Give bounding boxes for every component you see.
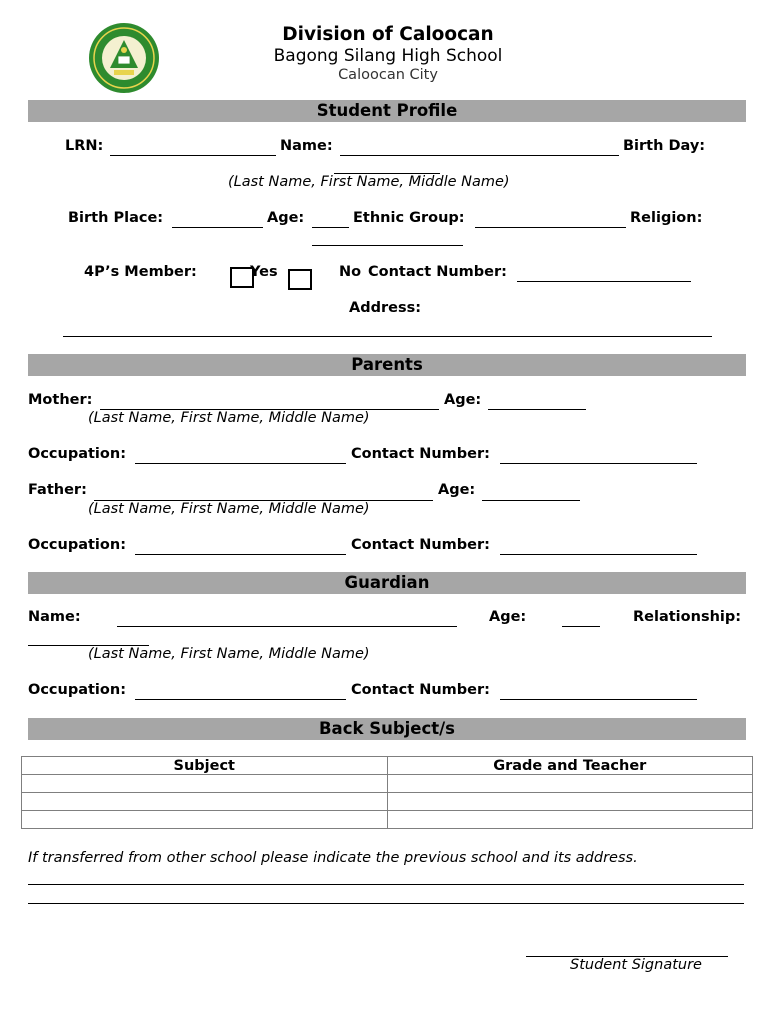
fourps-no-checkbox[interactable] xyxy=(288,269,312,290)
previous-school-address-field[interactable] xyxy=(28,903,744,904)
guardian-contact-field[interactable] xyxy=(500,699,697,700)
contact-field[interactable] xyxy=(517,281,691,282)
mother-contact-label: Contact Number: xyxy=(351,446,490,462)
name-label: Name: xyxy=(280,138,333,154)
guardian-contact-label: Contact Number: xyxy=(351,682,490,698)
father-label: Father: xyxy=(28,482,87,498)
religion-label: Religion: xyxy=(630,210,703,226)
section-student-profile: Student Profile xyxy=(28,100,746,122)
table-row xyxy=(22,811,753,829)
division-title: Division of Caloocan xyxy=(282,24,494,45)
mother-age-field[interactable] xyxy=(488,409,586,410)
mother-age-label: Age: xyxy=(444,392,482,408)
ethnic-field[interactable] xyxy=(475,227,626,228)
table-row xyxy=(22,775,753,793)
guardian-name-label: Name: xyxy=(28,609,81,625)
previous-school-field[interactable] xyxy=(28,884,744,885)
mother-contact-field[interactable] xyxy=(500,463,697,464)
signature-label: Student Signature xyxy=(570,957,702,973)
yes-label: Yes xyxy=(250,264,278,280)
birthplace-label: Birth Place: xyxy=(68,210,164,226)
address-label: Address: xyxy=(349,300,422,316)
age-field[interactable] xyxy=(312,227,349,228)
religion-field[interactable] xyxy=(312,245,463,246)
subject-cell[interactable] xyxy=(22,793,388,811)
guardian-relationship-label: Relationship: xyxy=(633,609,742,625)
ethnic-label: Ethnic Group: xyxy=(353,210,465,226)
guardian-name-field[interactable] xyxy=(117,626,457,627)
guardian-occupation-field[interactable] xyxy=(135,699,346,700)
father-age-field[interactable] xyxy=(482,500,580,501)
lrn-field[interactable] xyxy=(110,155,276,156)
grade-teacher-cell[interactable] xyxy=(387,775,753,793)
section-guardian: Guardian xyxy=(28,572,746,594)
father-name-hint: (Last Name, First Name, Middle Name) xyxy=(88,501,370,517)
grade-teacher-cell[interactable] xyxy=(387,793,753,811)
contact-label: Contact Number: xyxy=(368,264,507,280)
birthplace-field[interactable] xyxy=(172,227,263,228)
table-row xyxy=(22,793,753,811)
transfer-note: If transferred from other school please indicate the previous school and its address. xyxy=(28,850,638,866)
fourps-label: 4P’s Member: xyxy=(84,264,197,280)
father-contact-field[interactable] xyxy=(500,554,697,555)
table-header-row xyxy=(22,757,753,775)
school-name: Bagong Silang High School xyxy=(273,46,503,66)
column-header-subject: Subject xyxy=(22,757,388,775)
lrn-label: LRN: xyxy=(65,138,104,154)
subject-cell[interactable] xyxy=(22,811,388,829)
guardian-name-hint: (Last Name, First Name, Middle Name) xyxy=(88,646,370,662)
name-field[interactable] xyxy=(340,155,619,156)
name-hint: (Last Name, First Name, Middle Name) xyxy=(228,174,510,190)
guardian-occupation-label: Occupation: xyxy=(28,682,126,698)
mother-occupation-label: Occupation: xyxy=(28,446,126,462)
father-age-label: Age: xyxy=(438,482,476,498)
guardian-age-label: Age: xyxy=(489,609,527,625)
city-name: Caloocan City xyxy=(338,67,438,83)
address-field[interactable] xyxy=(63,336,712,337)
father-occupation-label: Occupation: xyxy=(28,537,126,553)
section-back-subjects: Back Subject/s xyxy=(28,718,746,740)
subject-cell[interactable] xyxy=(22,775,388,793)
column-header-grade-teacher: Grade and Teacher xyxy=(387,757,753,775)
section-parents: Parents xyxy=(28,354,746,376)
birthday-label: Birth Day: xyxy=(623,138,706,154)
age-label: Age: xyxy=(267,210,305,226)
back-subjects-table xyxy=(21,756,753,829)
mother-name-hint: (Last Name, First Name, Middle Name) xyxy=(88,410,370,426)
father-contact-label: Contact Number: xyxy=(351,537,490,553)
mother-label: Mother: xyxy=(28,392,93,408)
grade-teacher-cell[interactable] xyxy=(387,811,753,829)
father-occupation-field[interactable] xyxy=(135,554,346,555)
guardian-age-field[interactable] xyxy=(562,626,600,627)
no-label: No xyxy=(339,264,362,280)
mother-occupation-field[interactable] xyxy=(135,463,346,464)
